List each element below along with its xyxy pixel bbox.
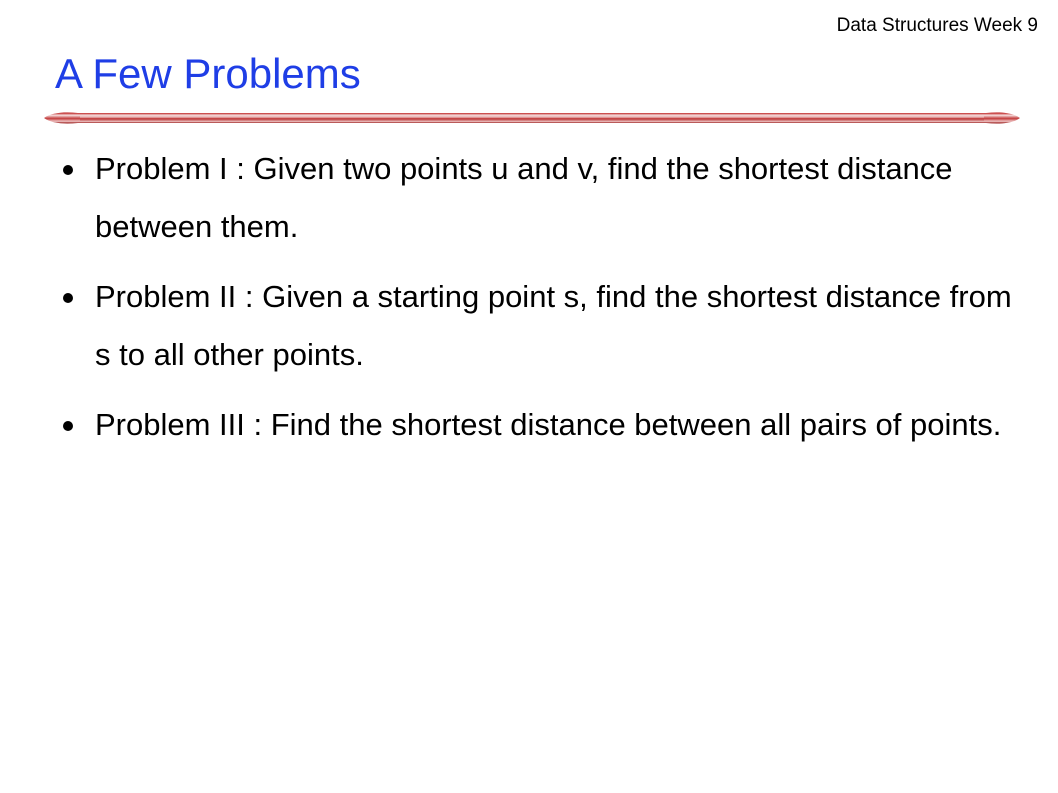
list-item [60,140,1020,256]
list-item [60,396,1020,454]
bullet-icon [63,421,73,431]
bullet-text: Problem III : Find the shortest distance between all pairs of points. [95,407,1002,442]
bullet-icon [63,293,73,303]
slide-title: A Few Problems [55,50,361,97]
bullet-text: Problem II : Given a starting point s, find the shortest distance from s to all other points. [95,279,1012,372]
title-divider [44,111,1020,125]
header-note: Data Structures Week 9 [836,15,1038,36]
list-item [60,268,1020,384]
bullet-text: Problem I : Given two points u and v, find the shortest distance between them. [95,151,953,244]
problem-list [60,140,1020,466]
bullet-icon [63,165,73,175]
